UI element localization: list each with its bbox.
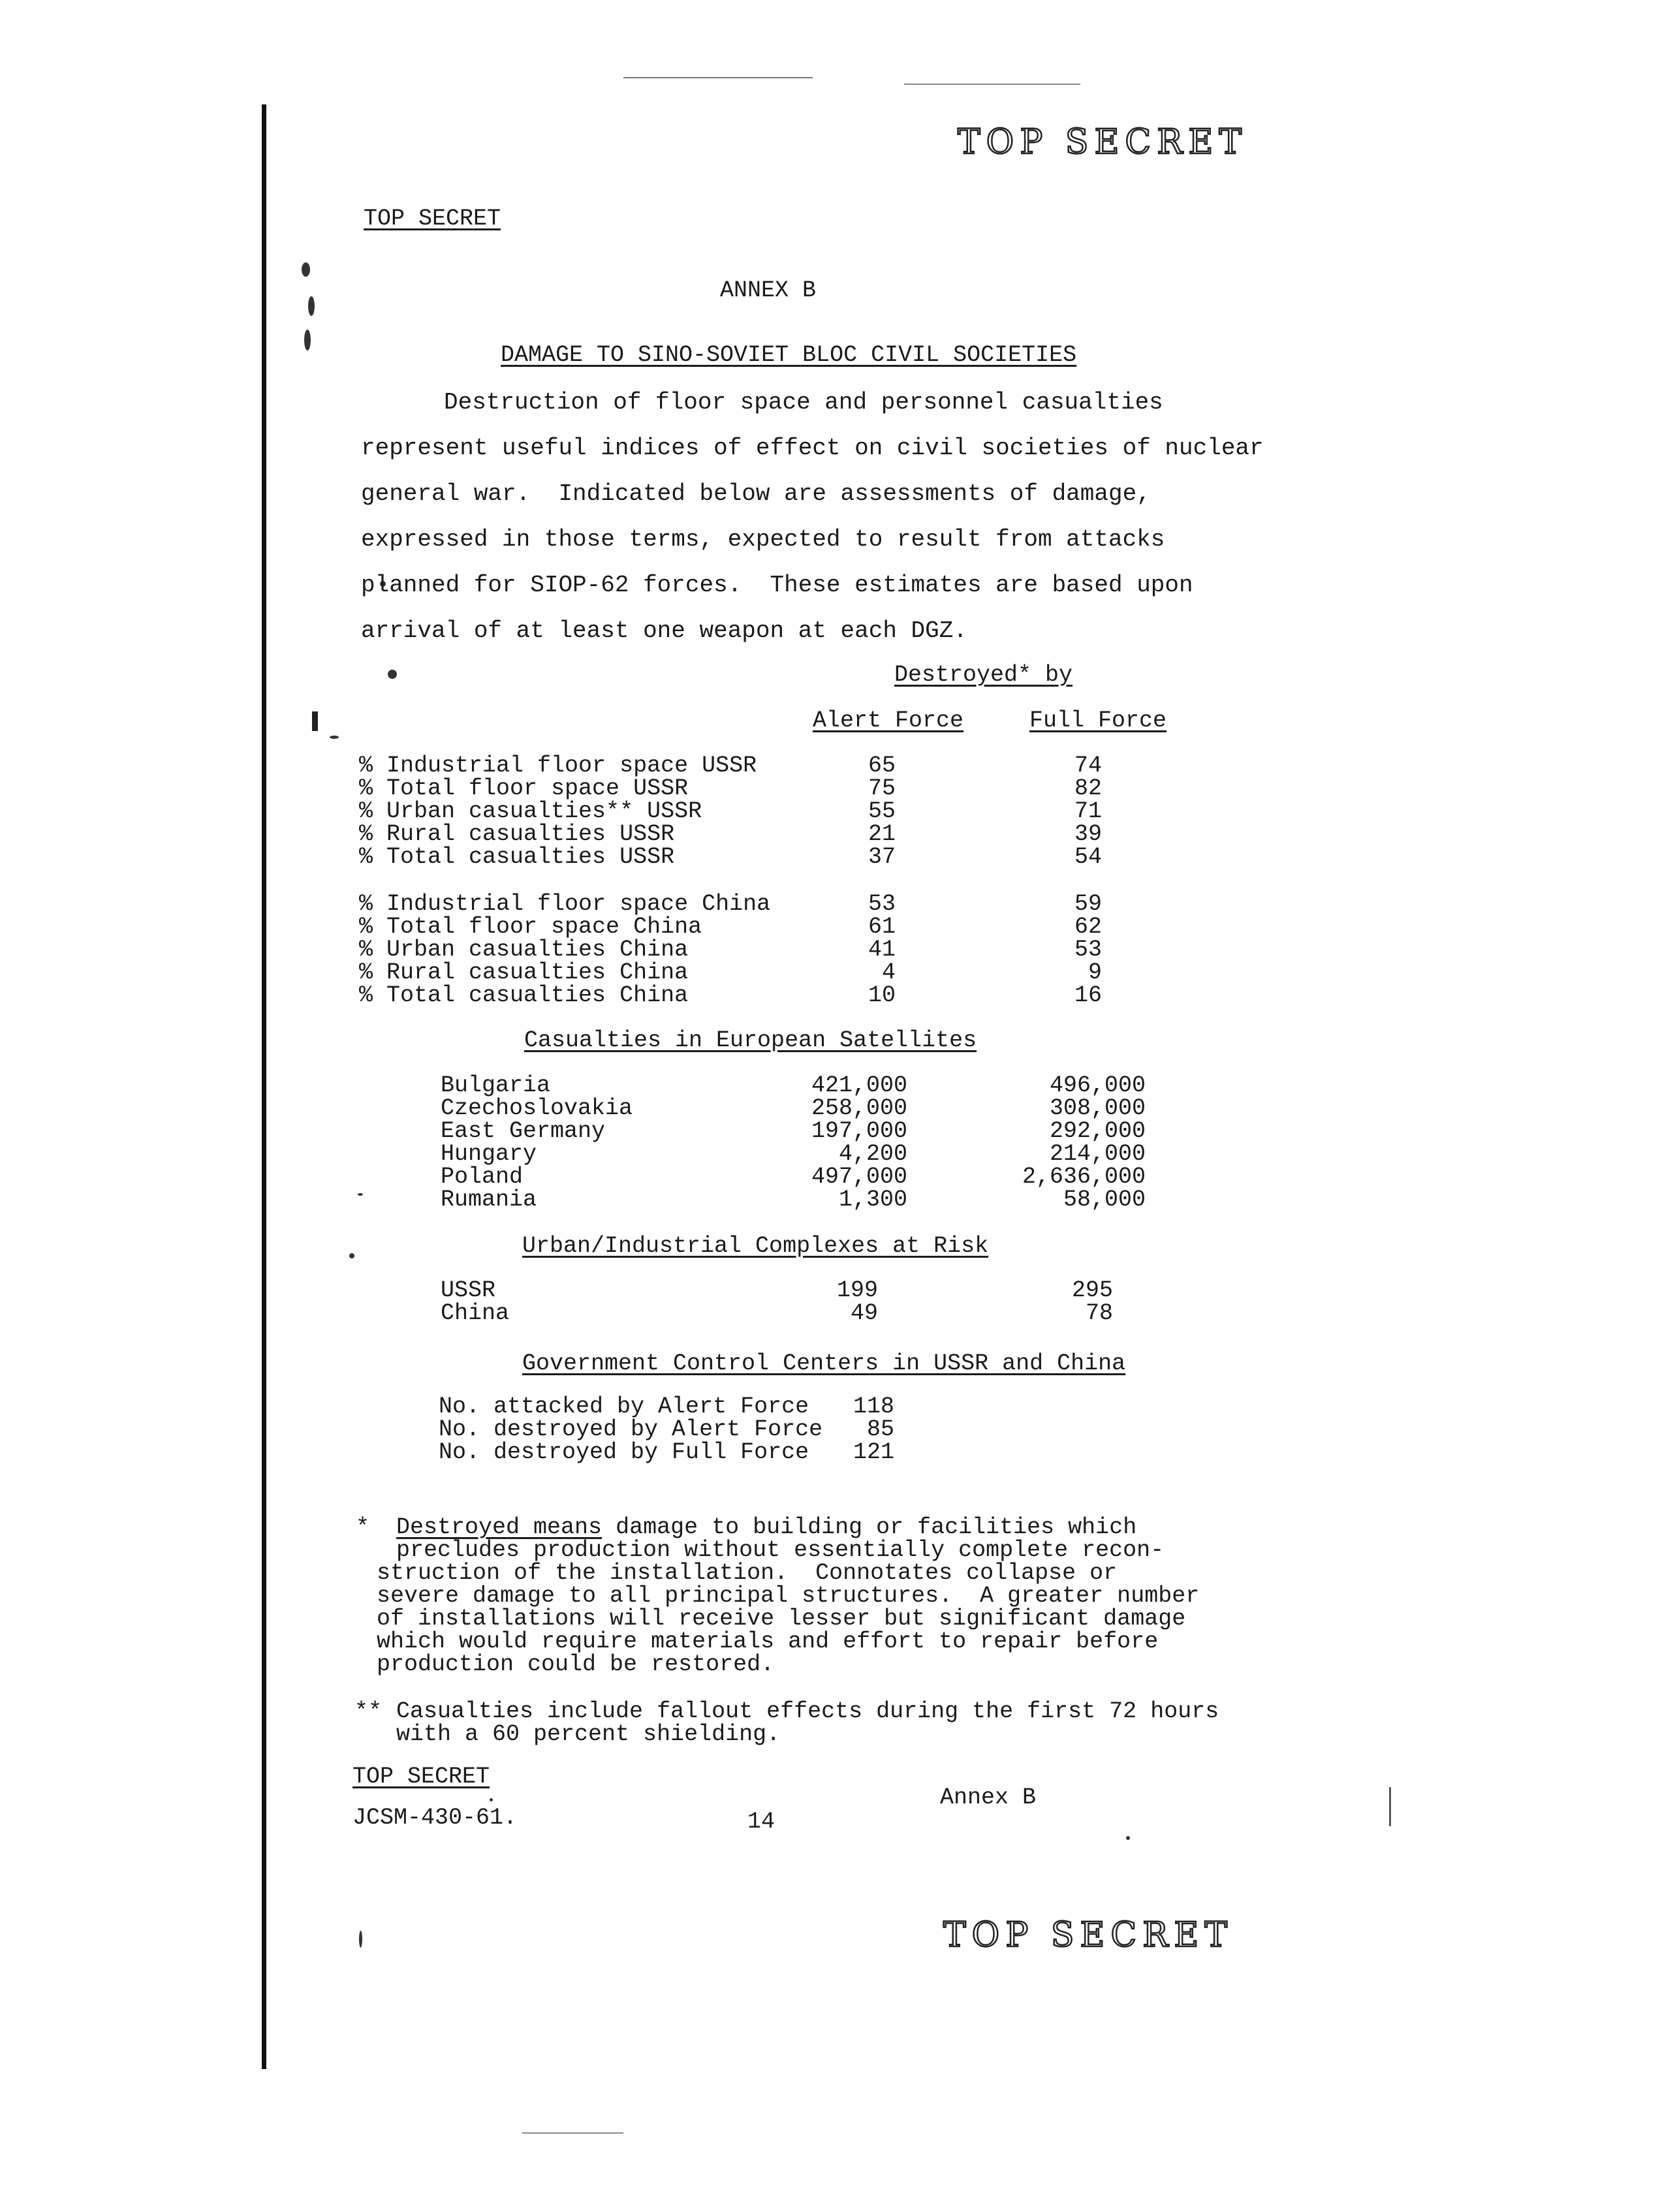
control-center-value: 121 (853, 1439, 894, 1465)
china-row-alert: 4 (881, 959, 896, 986)
ussr-row-alert: 55 (868, 798, 896, 824)
satellite-full: 214,000 (1049, 1141, 1146, 1167)
right-margin-mark (1389, 1787, 1391, 1826)
footnote-1-line: struction of the installation. Connotates collapse or (377, 1560, 1118, 1586)
footnote-1-first-rest: damage to building or facilities which (602, 1514, 1137, 1540)
ussr-row-alert: 37 (868, 844, 896, 870)
complex-full: 295 (1071, 1277, 1113, 1303)
ussr-row-full: 82 (1074, 775, 1102, 802)
control-center-value: 85 (866, 1416, 894, 1442)
top-secret-stamp-top: TOP SECRET (958, 123, 1247, 162)
top-secret-stamp-bottom: TOP SECRET (943, 1916, 1233, 1955)
control-center-label: No. destroyed by Alert Force (439, 1416, 823, 1442)
china-row-alert: 10 (868, 982, 896, 1008)
ussr-row-label: % Industrial floor space USSR (359, 753, 757, 779)
satellite-label: Czechoslovakia (441, 1095, 633, 1121)
full-force-header: Full Force (1029, 708, 1167, 734)
satellite-label: Hungary (441, 1141, 537, 1167)
top-scan-mark-2 (904, 84, 1080, 85)
china-row-full: 9 (1088, 959, 1102, 986)
satellite-alert: 497,000 (811, 1164, 907, 1190)
speck (349, 1253, 354, 1258)
page-number: 14 (747, 1809, 775, 1835)
footnote-2-marker: ** (354, 1698, 383, 1724)
ussr-row-alert: 75 (868, 775, 896, 802)
china-row-alert: 61 (868, 914, 896, 940)
china-row-label: % Total casualties China (359, 982, 689, 1008)
intro-line-3: general war. Indicated below are assessments of damage, (361, 480, 1151, 507)
complexes-heading: Urban/Industrial Complexes at Risk (522, 1233, 989, 1259)
control-center-label: No. attacked by Alert Force (439, 1394, 809, 1420)
page-title: DAMAGE TO SINO-SOVIET BLOC CIVIL SOCIETIES (501, 342, 1077, 368)
speck (1126, 1836, 1130, 1840)
satellite-alert: 421,000 (811, 1072, 907, 1098)
complex-full: 78 (1085, 1300, 1113, 1326)
satellite-full: 496,000 (1049, 1072, 1146, 1098)
speck (308, 296, 315, 316)
speck (304, 330, 311, 350)
intro-line-4: expressed in those terms, expected to result from attacks (361, 526, 1165, 553)
alert-force-header: Alert Force (813, 708, 964, 734)
speck (490, 1798, 493, 1801)
ussr-row-full: 39 (1074, 821, 1102, 847)
satellite-alert: 1,300 (838, 1187, 907, 1213)
destroyed-by-header: Destroyed* by (894, 662, 1073, 688)
china-row-full: 53 (1074, 937, 1102, 963)
classification-header: TOP SECRET (364, 206, 501, 232)
ussr-row-label: % Total casualties USSR (359, 844, 675, 870)
footnote-1-term: Destroyed means (396, 1514, 603, 1540)
ussr-row-full: 71 (1074, 798, 1102, 824)
footnote-2-line: with a 60 percent shielding. (396, 1721, 781, 1747)
control-centers-heading: Government Control Centers in USSR and China (522, 1350, 1126, 1377)
footnote-1-line: precludes production without essentially complete recon- (396, 1537, 1165, 1563)
china-row-full: 62 (1074, 914, 1102, 940)
satellite-full: 308,000 (1049, 1095, 1146, 1121)
satellite-label: Rumania (441, 1187, 537, 1213)
speck (359, 1931, 362, 1948)
footnote-1-line: severe damage to all principal structures. A greater number (377, 1583, 1200, 1609)
china-row-full: 16 (1074, 982, 1102, 1008)
china-row-alert: 41 (868, 937, 896, 963)
satellite-alert: 4,200 (838, 1141, 907, 1167)
speck (358, 1193, 363, 1196)
complex-alert: 199 (836, 1277, 878, 1303)
ussr-row-label: % Total floor space USSR (359, 775, 689, 802)
classification-footer: TOP SECRET (352, 1764, 490, 1790)
document-reference: JCSM-430-61. (352, 1805, 518, 1831)
bottom-scan-mark (522, 2132, 623, 2134)
speck (388, 670, 397, 679)
ussr-row-alert: 21 (868, 821, 896, 847)
ussr-row-alert: 65 (868, 753, 896, 779)
ussr-row-full: 54 (1074, 844, 1102, 870)
satellite-full: 292,000 (1049, 1118, 1146, 1144)
ussr-row-label: % Rural casualties USSR (359, 821, 675, 847)
china-row-label: % Industrial floor space China (359, 891, 771, 917)
complex-label: China (441, 1300, 510, 1326)
satellite-full: 58,000 (1063, 1187, 1146, 1213)
satellite-alert: 197,000 (811, 1118, 907, 1144)
intro-line-5: planned for SIOP-62 forces. These estimates are based upon (361, 572, 1193, 599)
control-center-label: No. destroyed by Full Force (439, 1439, 809, 1465)
ussr-row-full: 74 (1074, 753, 1102, 779)
china-row-alert: 53 (868, 891, 896, 917)
top-scan-mark (623, 77, 813, 78)
footnote-1-line: of installations will receive lesser but significant damage (377, 1606, 1186, 1632)
intro-line-2: represent useful indices of effect on civil societies of nuclear (361, 435, 1264, 461)
satellite-label: East Germany (441, 1118, 606, 1144)
complex-alert: 49 (850, 1300, 878, 1326)
ussr-row-label: % Urban casualties** USSR (359, 798, 702, 824)
footnote-1-marker: * (356, 1514, 370, 1540)
footnote-1-line: production could be restored. (377, 1651, 775, 1677)
control-center-value: 118 (853, 1394, 894, 1420)
satellites-heading: Casualties in European Satellites (524, 1027, 977, 1053)
annex-label: ANNEX B (720, 277, 817, 304)
left-margin-rule (262, 104, 266, 2069)
satellite-label: Bulgaria (441, 1072, 551, 1098)
footer-annex: Annex B (940, 1784, 1037, 1811)
footnote-1-first-line (396, 1516, 1136, 1539)
satellite-alert: 258,000 (811, 1095, 907, 1121)
china-row-label: % Rural casualties China (359, 959, 689, 986)
intro-line-1: Destruction of floor space and personnel casualties (444, 389, 1163, 416)
satellite-full: 2,636,000 (1022, 1164, 1146, 1190)
satellite-label: Poland (441, 1164, 524, 1190)
china-row-label: % Total floor space China (359, 914, 702, 940)
china-row-full: 59 (1074, 891, 1102, 917)
complex-label: USSR (441, 1277, 496, 1303)
left-scan-mark (312, 711, 318, 731)
intro-line-6: arrival of at least one weapon at each DGZ. (361, 617, 967, 644)
footnote-2-line: Casualties include fallout effects during the first 72 hours (396, 1698, 1219, 1724)
speck (330, 736, 339, 739)
china-row-label: % Urban casualties China (359, 937, 689, 963)
speck (302, 262, 310, 277)
footnote-1-line: which would require materials and effort to repair before (377, 1628, 1159, 1655)
